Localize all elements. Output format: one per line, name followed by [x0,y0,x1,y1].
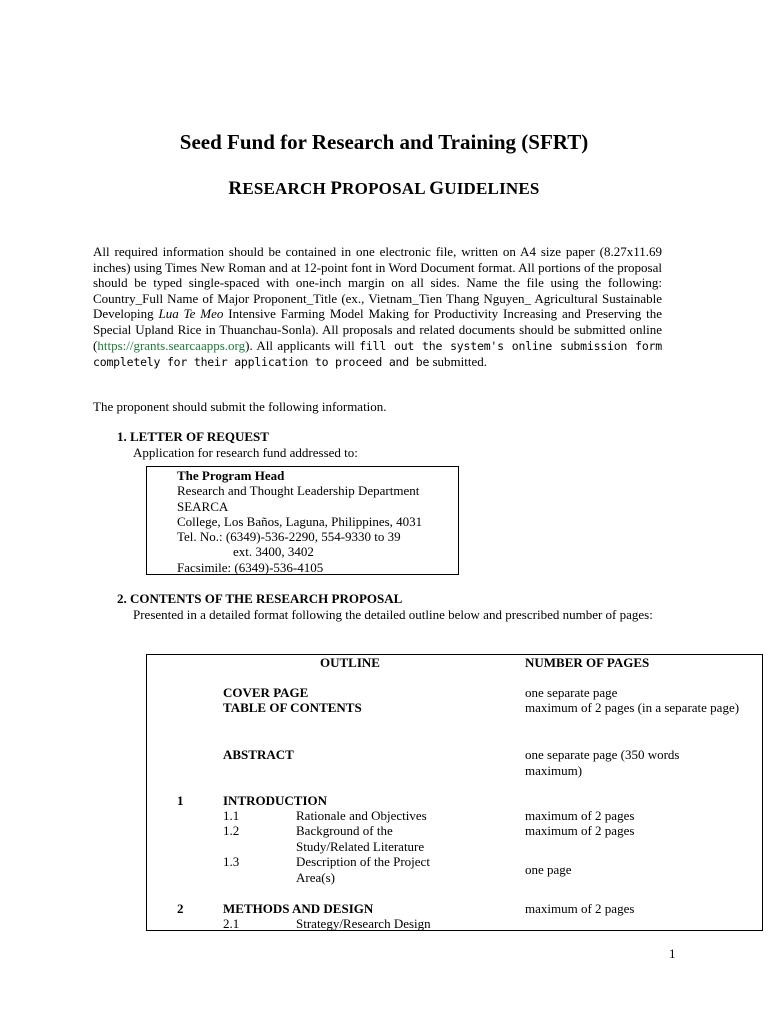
document-title: Seed Fund for Research and Training (SFRT) [179,130,589,154]
outline-num-1: 1 [177,793,184,808]
section-2-heading: 2. CONTENTS OF THE RESEARCH PROPOSAL [117,591,403,606]
address-box [146,466,459,575]
outline-rationale-pages: maximum of 2 pages [525,808,635,823]
outline-description: Description of the Project Area(s) [296,854,430,885]
outline-background: Background of the Study/Related Literature [296,823,425,854]
intro-paragraph: All required information should be contained in one electronic file, written on A4 size paper (8.27x11.69 inches) using Times New Roman and at 12-point font in Word Document format. All portions of the proposal should be typed single-spaced with one-inch margin on all sides. Name the file using the following: Country_Full Name of Major Proponent_Title (ex., Vietnam_Tien Thang Nguyen_ Agricultural Sustainable Developing Lua Te Meo Intensive Farming Model Making for Productivity Increasing and Preserving the Special Upland Rice in Thuanchau-Sonla). All proposals and related documents should be submitted online (https://grants.searcaapps.org). All applicants will fill out the system's online submission form completely for their application to proceed and be submitted. [93,244,663,370]
address-location: College, Los Baños, Laguna, Philippines, 4031 [177,513,423,529]
outline-introduction: INTRODUCTION [223,793,328,808]
address-org: SEARCA [177,498,229,514]
outline-methods-pages: maximum of 2 pages [525,901,635,916]
outline-cover-pages: one separate page [525,685,618,700]
submission-link[interactable]: https://grants.searcaapps.org [97,337,246,353]
outline-num-1-1: 1.1 [223,808,240,823]
outline-toc-pages: maximum of 2 pages (in a separate page) [525,700,740,715]
outline-num-1-3: 1.3 [223,854,240,869]
outline-abstract-pages: one separate page (350 words maximum) [525,747,680,778]
address-dept: Research and Thought Leadership Department [177,483,420,499]
outline-methods: METHODS AND DESIGN [223,901,374,916]
address-ext: ext. 3400, 3402 [233,544,314,560]
document-subtitle: RESEARCH PROPOSAL GUIDELINES [228,178,540,199]
address-tel: Tel. No.: (6349)-536-2290, 554-9330 to 39 [177,529,401,545]
outline-num-2: 2 [177,901,184,916]
outline-strategy: Strategy/Research Design [296,916,431,931]
outline-description-pages: one page [525,862,572,877]
proponent-text: The proponent should submit the following information. [93,399,387,414]
section-1-heading: 1. LETTER OF REQUEST [117,429,269,444]
page-number: 1 [669,946,676,961]
outline-num-1-2: 1.2 [223,823,240,838]
pages-column-header: NUMBER OF PAGES [525,655,650,670]
outline-column-header: OUTLINE [320,655,380,670]
section-1-subtext: Application for research fund addressed to: [133,445,358,460]
outline-num-2-1: 2.1 [223,916,240,931]
address-name: The Program Head [177,468,285,483]
outline-cover-page: COVER PAGE [223,685,309,700]
section-2-subtext: Presented in a detailed format following the detailed outline below and prescribed number of pages: [133,607,653,622]
address-fax: Facsimile: (6349)-536-4105 [177,559,324,575]
outline-rationale: Rationale and Objectives [296,808,427,823]
outline-abstract: ABSTRACT [223,747,294,762]
outline-background-pages: maximum of 2 pages [525,823,635,838]
outline-table [146,654,763,931]
outline-toc: TABLE OF CONTENTS [223,700,362,715]
